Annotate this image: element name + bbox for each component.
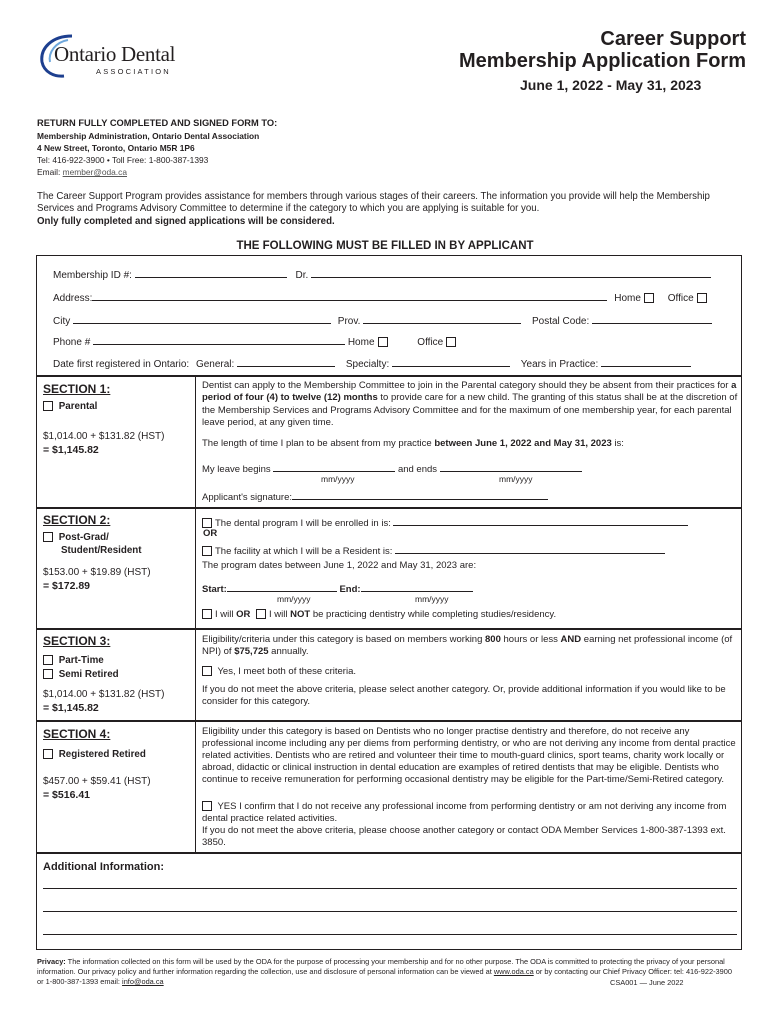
- oda-logo: [38, 32, 176, 82]
- s3-elig-c: hours or less: [500, 634, 561, 645]
- specialty-label: Specialty:: [345, 359, 390, 370]
- additional-line-1[interactable]: [43, 888, 737, 889]
- additional-info: [36, 852, 742, 950]
- registered-retired-checkbox[interactable]: [43, 749, 53, 759]
- i-will-label: I will: [269, 609, 288, 620]
- program-field[interactable]: [393, 514, 688, 526]
- will-label: I will: [215, 609, 234, 620]
- membership-id-label: Membership ID #:: [53, 270, 132, 281]
- section-3-title: SECTION 3:: [43, 634, 111, 648]
- privacy-label: Privacy:: [37, 957, 66, 966]
- privacy-url-link[interactable]: www.oda.ca: [493, 967, 534, 976]
- not-label: NOT: [290, 609, 311, 620]
- date-first-label: Date first registered in Ontario:: [53, 359, 190, 370]
- signature-field[interactable]: [292, 488, 548, 500]
- s4-text: Eligibility under this category is based on Dentists who no longer practise dentistry and therefore, do not receive any professional income including any per diems from performing dentistry, or who are not deriving any income from dental practice related activities. Dentists who are retired and volunteer their time to mouth-guard clinics, sport teams, charity work locally or abroad, didactic or clinical instruction in dental education are examples of retired dentists that may be eligible. Dentists who continue to receive remuneration for performing occasional dentistry may be eligible for the Part-time/Semi-Retired category.: [202, 726, 736, 785]
- s2-or: OR: [203, 528, 218, 539]
- return-tel: Tel: 416-922-3900 • Toll Free: 1-800-387-1393: [37, 155, 209, 165]
- s3-elig-g: annually.: [268, 646, 309, 658]
- postal-label: Postal Code:: [531, 316, 590, 327]
- section-4-title: SECTION 4:: [43, 727, 111, 741]
- privacy-text: The information collected on this form will be used by the ODA for the purpose of processing your membership and for no other purpose. The ODA is committed to protecting the privacy of your personal information. Our privacy policy and further information regarding the collection, use and disclosure of personal information can be viewed at: [37, 957, 725, 976]
- section-3-total: = $1,145.82: [43, 702, 99, 714]
- parental-checkbox[interactable]: [43, 401, 53, 411]
- part-time-label: Part-Time: [58, 655, 104, 666]
- postgrad-label-1: Post-Grad/: [58, 532, 109, 543]
- intro-bold: Only fully completed and signed applications will be considered.: [37, 215, 335, 227]
- city-label: City: [53, 316, 71, 327]
- will-not-checkbox[interactable]: [256, 609, 266, 619]
- signature-label: Applicant's signature:: [202, 492, 293, 503]
- s3-elig-e: earning net professional income (of NPI) of: [202, 634, 733, 658]
- and-ends-label: and ends: [397, 464, 438, 475]
- s4-confirm-label: YES I confirm that I do not receive any professional income from performing dentistry or am not deriving any income from dental practice related activities.: [202, 801, 727, 824]
- home-label: Home: [614, 293, 641, 304]
- return-email-link[interactable]: member@oda.ca: [62, 167, 127, 177]
- s4-else: If you do not meet the above criteria, please choose another category or contact ODA Member Services 1-800-387-1393 ext. 3850.: [202, 825, 726, 848]
- intro-text: The Career Support Program provides assistance for members through various stages of their careers. The information you provide will help the Membership Services and Programs Advisory Committee to determine if the category to which you are applying is suitable for you.: [37, 191, 710, 215]
- applicant-box: [36, 255, 742, 376]
- s3-yes-checkbox[interactable]: [202, 666, 212, 676]
- address-office-checkbox[interactable]: [697, 293, 707, 303]
- facility-label: The facility at which I will be a Resident is:: [215, 546, 393, 557]
- start-field[interactable]: [227, 580, 337, 592]
- phone-home-label: Home: [347, 337, 375, 348]
- section-1: [36, 376, 742, 509]
- years-label: Years in Practice:: [520, 359, 599, 370]
- logo-name: Ontario Dental: [54, 42, 176, 66]
- s3-else: If you do not meet the above criteria, please select another category. Or, provide additional information if you would like to be consider for this category.: [202, 684, 726, 708]
- postgrad-checkbox[interactable]: [43, 532, 53, 542]
- s3-elig-f: $75,725: [234, 646, 269, 658]
- office-label: Office: [667, 293, 694, 304]
- return-email-label: Email:: [37, 167, 63, 177]
- s4-confirm-checkbox[interactable]: [202, 801, 212, 811]
- address-field[interactable]: [92, 289, 607, 301]
- phone-field[interactable]: [93, 333, 345, 345]
- parental-label: Parental: [58, 401, 98, 412]
- program-label: The dental program I will be enrolled in is:: [215, 518, 391, 529]
- prov-field[interactable]: [363, 312, 521, 324]
- section-2-title: SECTION 2:: [43, 513, 111, 527]
- phone-office-checkbox[interactable]: [446, 337, 456, 347]
- phone-office-label: Office: [417, 337, 444, 348]
- will-checkbox[interactable]: [202, 609, 212, 619]
- section-4-total: = $516.41: [43, 789, 91, 801]
- title-line1: Career Support: [600, 28, 746, 50]
- leave-begins-field[interactable]: [273, 460, 395, 472]
- city-field[interactable]: [73, 312, 331, 324]
- membership-id-field[interactable]: [135, 266, 287, 278]
- postal-field[interactable]: [592, 312, 712, 324]
- s3-elig-a: Eligibility/criteria under this category is based on members working: [202, 634, 486, 645]
- practicing-label: be practicing dentistry while completing studies/residency.: [312, 609, 557, 620]
- phone-home-checkbox[interactable]: [378, 337, 388, 347]
- leave-begins-hint: mm/yyyy: [321, 474, 355, 484]
- additional-label: Additional Information:: [43, 861, 164, 873]
- section-2-price: $153.00 + $19.89 (HST): [43, 567, 151, 578]
- s1-para-c: to provide care for a new child. The granting of this status shall be at the discretion of the Membership Services and Programs Advisory Committee and for the maximum of one membership year, for each parental leave period, at any given time.: [202, 392, 738, 429]
- semi-retired-checkbox[interactable]: [43, 669, 53, 679]
- s3-yes-label: Yes, I meet both of these criteria.: [217, 666, 356, 677]
- form-code: CSA001 — June 2022: [610, 978, 684, 987]
- general-label: General:: [195, 359, 235, 370]
- specialty-date-field[interactable]: [392, 355, 510, 367]
- section-1-total: = $1,145.82: [43, 444, 99, 456]
- s3-elig-d: AND: [560, 634, 582, 645]
- facility-checkbox[interactable]: [202, 546, 212, 556]
- leave-ends-field[interactable]: [440, 460, 582, 472]
- s1-len-a: The length of time I plan to be absent from my practice: [202, 438, 435, 449]
- return-line1: Membership Administration, Ontario Dental Association: [37, 131, 260, 141]
- section-2-total: = $172.89: [43, 580, 91, 592]
- address-home-checkbox[interactable]: [644, 293, 654, 303]
- additional-line-2[interactable]: [43, 911, 737, 912]
- title-dates: June 1, 2022 - May 31, 2023: [520, 77, 702, 93]
- program-dates-label: The program dates between June 1, 2022 and May 31, 2023 are:: [202, 560, 477, 571]
- s1-len-c: is:: [611, 438, 624, 449]
- end-label: End:: [339, 584, 361, 595]
- return-heading: RETURN FULLY COMPLETED AND SIGNED FORM TO:: [37, 118, 278, 128]
- prov-label: Prov.: [337, 316, 361, 327]
- logo-sub: ASSOCIATION: [96, 67, 171, 76]
- s3-elig-b: 800: [485, 634, 501, 645]
- s1-para-b: a period of four (4) to twelve (12) months: [202, 380, 737, 404]
- end-field[interactable]: [361, 580, 473, 592]
- dr-label: Dr.: [295, 270, 309, 281]
- s1-para-a: Dentist can apply to the Membership Committee to join in the Parental category should they be absent from their practices for: [202, 380, 732, 391]
- years-field[interactable]: [601, 355, 691, 367]
- additional-line-3[interactable]: [43, 934, 737, 935]
- general-date-field[interactable]: [237, 355, 335, 367]
- section-3: [36, 628, 742, 722]
- end-hint: mm/yyyy: [415, 594, 449, 604]
- section-1-title: SECTION 1:: [43, 382, 111, 396]
- section-1-price: $1,014.00 + $131.82 (HST): [43, 431, 165, 442]
- s1-len-b: between June 1, 2022 and May 31, 2023: [434, 438, 612, 449]
- leave-ends-hint: mm/yyyy: [499, 474, 533, 484]
- start-label: Start:: [202, 584, 227, 595]
- privacy-text2: or by contacting our Chief Privacy Officer: tel: 416-922-3900 or 1-800-387-1393 email:: [37, 967, 732, 986]
- registered-retired-label: Registered Retired: [58, 749, 146, 760]
- privacy-email-link[interactable]: info@oda.ca: [122, 977, 164, 986]
- applicant-heading: THE FOLLOWING MUST BE FILLED IN BY APPLICANT: [236, 240, 534, 252]
- s2-or2: OR: [236, 609, 251, 620]
- section-3-price: $1,014.00 + $131.82 (HST): [43, 689, 165, 700]
- return-line2: 4 New Street, Toronto, Ontario M5R 1P6: [37, 143, 195, 153]
- facility-field[interactable]: [395, 542, 665, 554]
- semi-retired-label: Semi Retired: [58, 669, 119, 680]
- postgrad-label-2: Student/Resident: [61, 545, 142, 556]
- leave-begins-label: My leave begins: [202, 464, 271, 475]
- dr-name-field[interactable]: [311, 266, 711, 278]
- program-checkbox[interactable]: [202, 518, 212, 528]
- section-2: [36, 507, 742, 630]
- address-label: Address:: [53, 293, 93, 304]
- section-4-price: $457.00 + $59.41 (HST): [43, 776, 151, 787]
- title-line2: Membership Application Form: [458, 50, 746, 72]
- section-4: [36, 720, 742, 854]
- part-time-checkbox[interactable]: [43, 655, 53, 665]
- phone-label: Phone #: [53, 337, 91, 348]
- start-hint: mm/yyyy: [277, 594, 311, 604]
